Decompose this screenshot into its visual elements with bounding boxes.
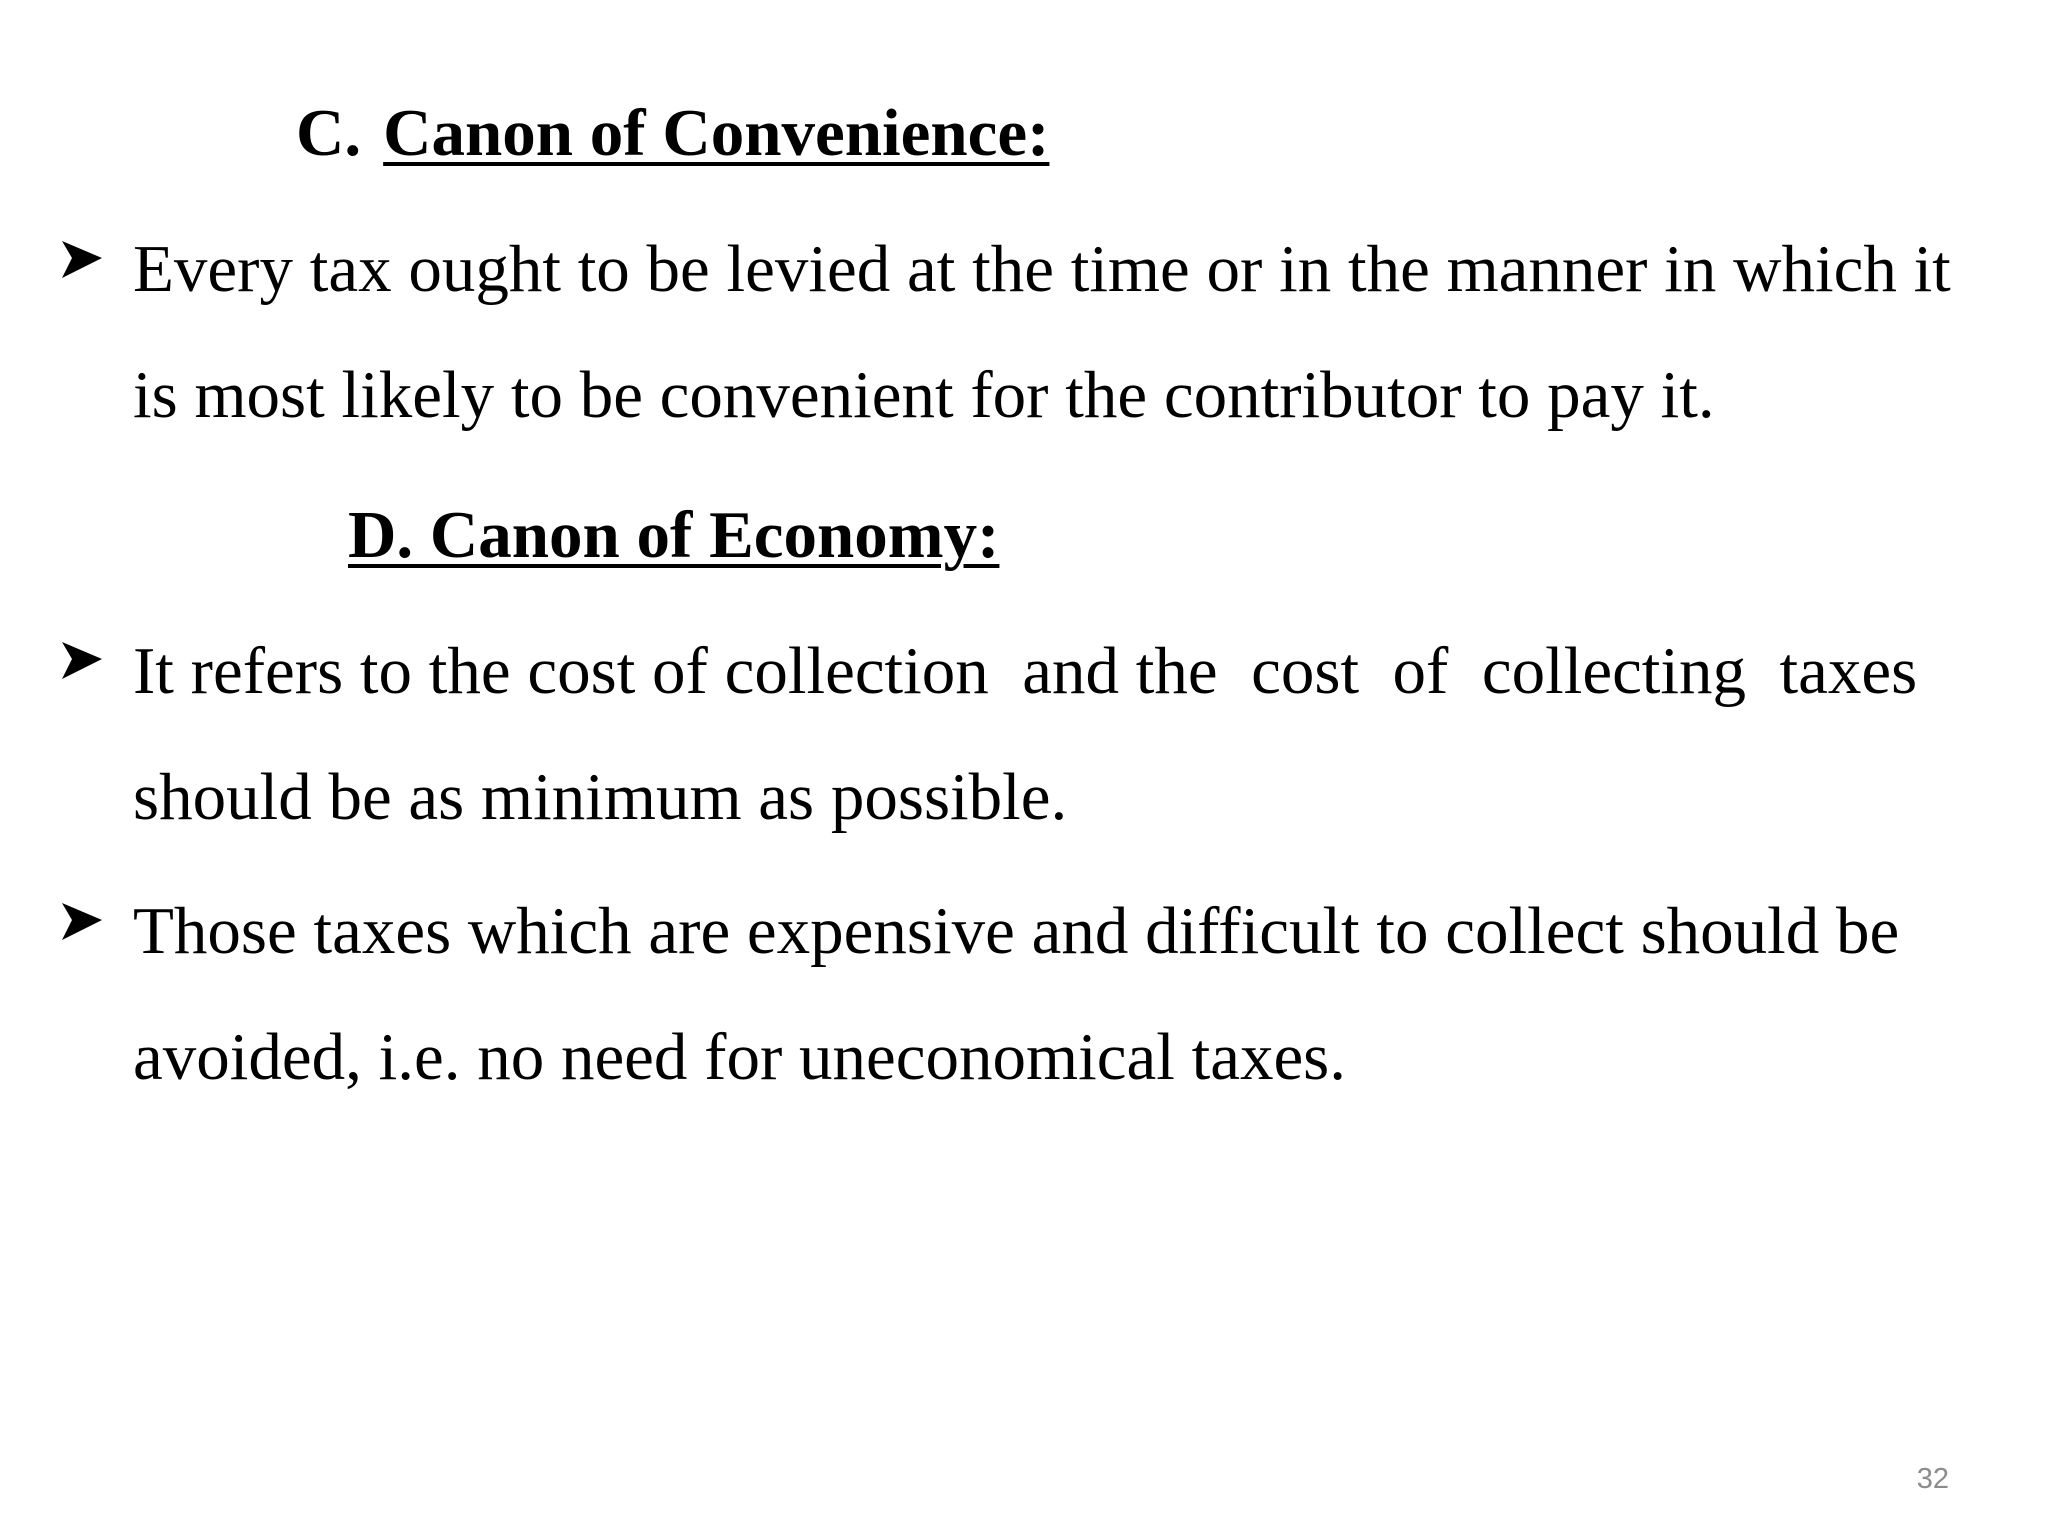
bullet-line: It refers to the cost of collection and the cost of collecting taxes <box>133 634 1918 708</box>
bullet-line: should be as minimum as possible. <box>133 760 1068 834</box>
arrowhead-bullet-icon <box>60 900 104 944</box>
section-heading-convenience <box>296 96 1050 170</box>
bullet-line: Every tax ought to be levied at the time or in the manner in which it <box>133 232 1951 306</box>
section-title: Canon of Convenience: <box>383 96 1050 170</box>
bullet-line: Those taxes which are expensive and difficult to collect should be <box>133 894 1900 968</box>
section-heading-economy <box>348 498 1000 572</box>
arrowhead-bullet-icon <box>60 639 104 683</box>
section-letter: C. <box>296 96 362 170</box>
page-number: 32 <box>1916 1463 1949 1495</box>
bullet-line: avoided, i.e. no need for uneconomical taxes. <box>133 1020 1347 1094</box>
arrowhead-bullet-icon <box>60 238 104 282</box>
section-title: D. Canon of Economy: <box>348 498 1000 572</box>
bullet-line: is most likely to be convenient for the contributor to pay it. <box>133 358 1715 432</box>
